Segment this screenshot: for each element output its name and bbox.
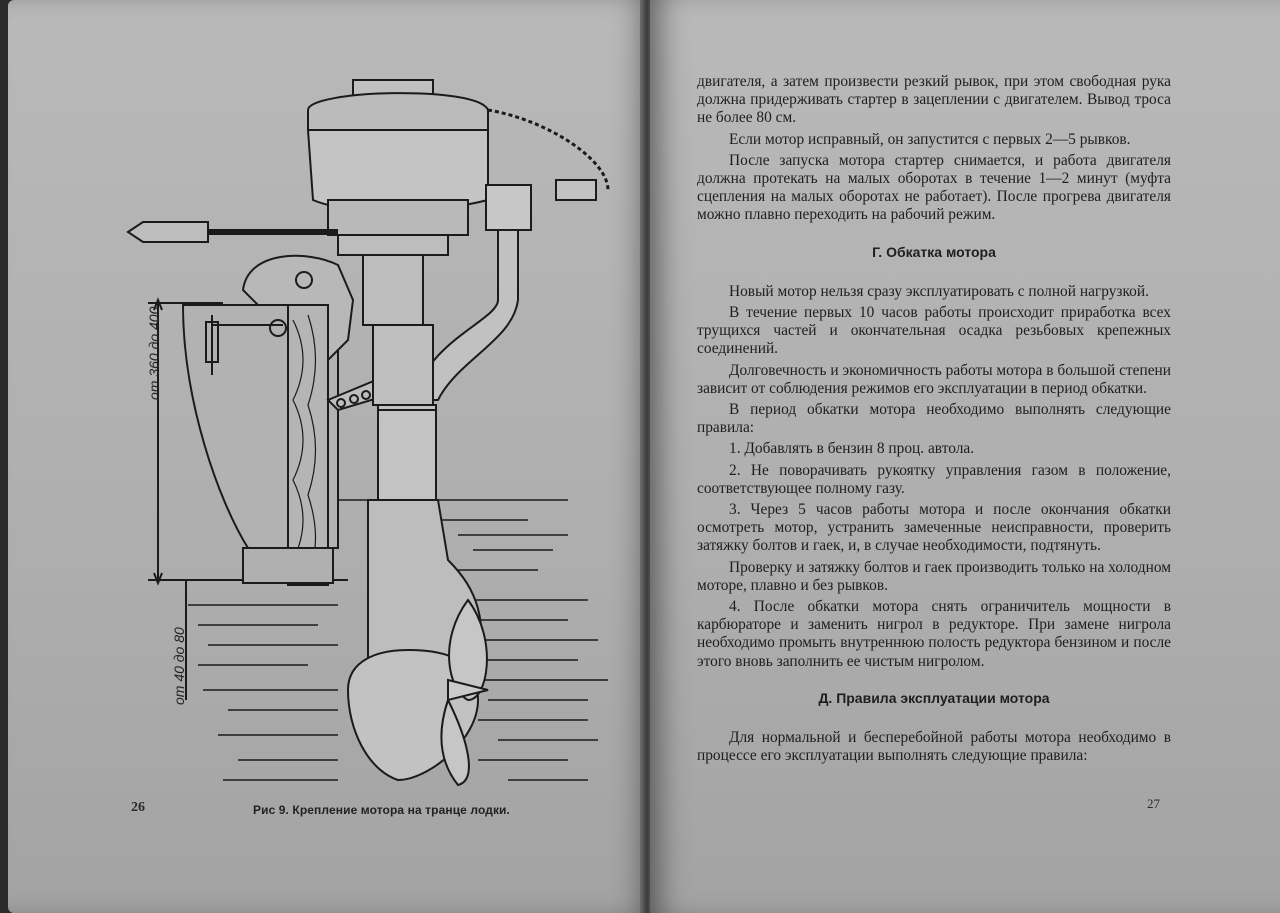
section-heading-d: Д. Правила эксплуатации мотора [818,689,1050,706]
page-number-right: 27 [1147,796,1160,811]
rule-item: 1. Добавлять в бензин 8 проц. автола. [729,440,975,458]
figure-caption: Рис 9. Крепление мотора на транце лодки. [253,803,510,817]
paragraph: Если мотор исправный, он запустится с первых 2—5 рывков. [729,130,1131,148]
paragraph: После запуска мотора стартер снимается, и работа двигателя должна протекать на малых оборотах в течение 1—2 минут (муфта сцепления на малых оборотах не работает). После прогрева двигателя можно плавно переходить на рабочий режим. [697,151,1171,224]
paragraph: двигателя, а затем произвести резкий рывок, при этом свободная рука должна придерживать стартер в зацеплении с двигателем. Вывод троса не более 80 см. [697,73,1171,127]
paragraph: Для нормальной и бесперебойной работы мотора необходимо в процессе его эксплуатации выполнять следующие правила: [697,729,1171,765]
rule-item: 3. Через 5 часов работы мотора и после окончания обкатки осмотреть мотор, устранить замеченные неисправности, проверить затяжку болтов и гаек, и, в случае необходимости, подтянуть. [697,501,1171,555]
paragraph: В течение первых 10 часов работы происходит приработка всех трущихся частей и окончательная осадка резьбовых крепежных соединений. [697,304,1171,358]
paragraph: В период обкатки мотора необходимо выполнять следующие правила: [697,401,1171,437]
page-number-left: 26 [131,800,145,815]
dimension-label-lower: от 40 до 80 [171,627,187,705]
right-page [650,0,1280,913]
section-heading-g: Г. Обкатка мотора [872,243,996,260]
left-page [8,0,648,913]
dimension-label-upper: от 360 до 400 [146,306,162,400]
paragraph: Долговечность и экономичность работы мотора в большой степени зависит от соблюдения режимов его эксплуатации в период обкатки. [697,361,1171,397]
outboard-motor-mounting-illustration [8,0,648,913]
rule-item: 4. После обкатки мотора снять ограничитель мощности в карбюраторе и заменить нигрол в редукторе. При замене нигрола необходимо промыть внутреннюю полость редуктора бензином и после этого вновь заполнить ее чистым нигролом. [697,598,1171,670]
paragraph: Новый мотор нельзя сразу эксплуатировать с полной нагрузкой. [729,282,1149,300]
rule-item: 2. Не поворачивать рукоятку управления газом в положение, соответствующее полному газу. [697,461,1171,497]
paragraph: Проверку и затяжку болтов и гаек производить только на холодном моторе, плавно и без рывков. [697,558,1171,594]
body-text [697,73,1171,769]
